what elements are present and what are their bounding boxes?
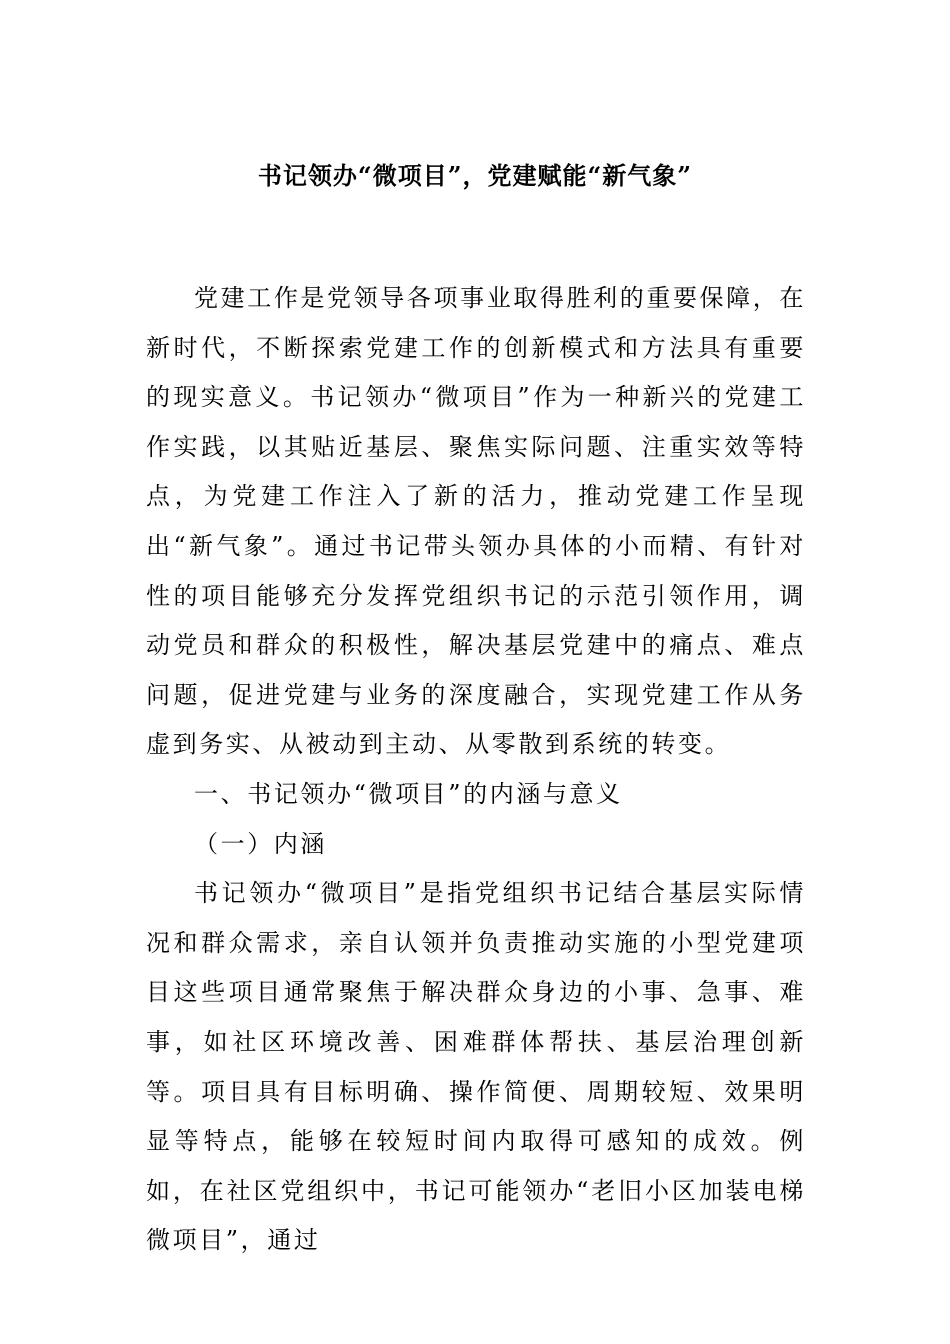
subsection-heading: （一）内涵 (194, 829, 327, 858)
subsection-paragraph: 书记领办“微项目”是指党组织书记结合基层实际情况和群众需求，亲自认领并负责推动实施的小型党建项目这些项目通常聚焦于解决群众身边的小事、急事、难事，如社区环境改善、困难群体帮扶、基层治理创新等。项目具有目标明确、操作简便、周期较短、效果明显等特点，能够在较短时间内取得可感知的成效。例如，在社区党组织中，书记可能领办“老旧小区加装电梯微项目”，通过 (146, 879, 806, 1255)
intro-paragraph: 党建工作是党领导各项事业取得胜利的重要保障，在新时代，不断探索党建工作的创新模式和方法具有重要的现实意义。书记领办“微项目”作为一种新兴的党建工作实践，以其贴近基层、聚焦实际问题、注重实效等特点，为党建工作注入了新的活力，推动党建工作呈现出“新气象”。通过书记带头领办具体的小而精、有针对性的项目能够充分发挥党组织书记的示范引领作用，调动党员和群众的积极性，解决基层党建中的痛点、难点问题，促进党建与业务的深度融合，实现党建工作从务虚到务实、从被动到主动、从零散到系统的转变。 (146, 284, 806, 759)
document-body (146, 274, 806, 1266)
document-title: 书记领办“微项目”，党建赋能“新气象” (257, 161, 693, 190)
section-heading: 一、书记领办“微项目”的内涵与意义 (194, 779, 623, 808)
